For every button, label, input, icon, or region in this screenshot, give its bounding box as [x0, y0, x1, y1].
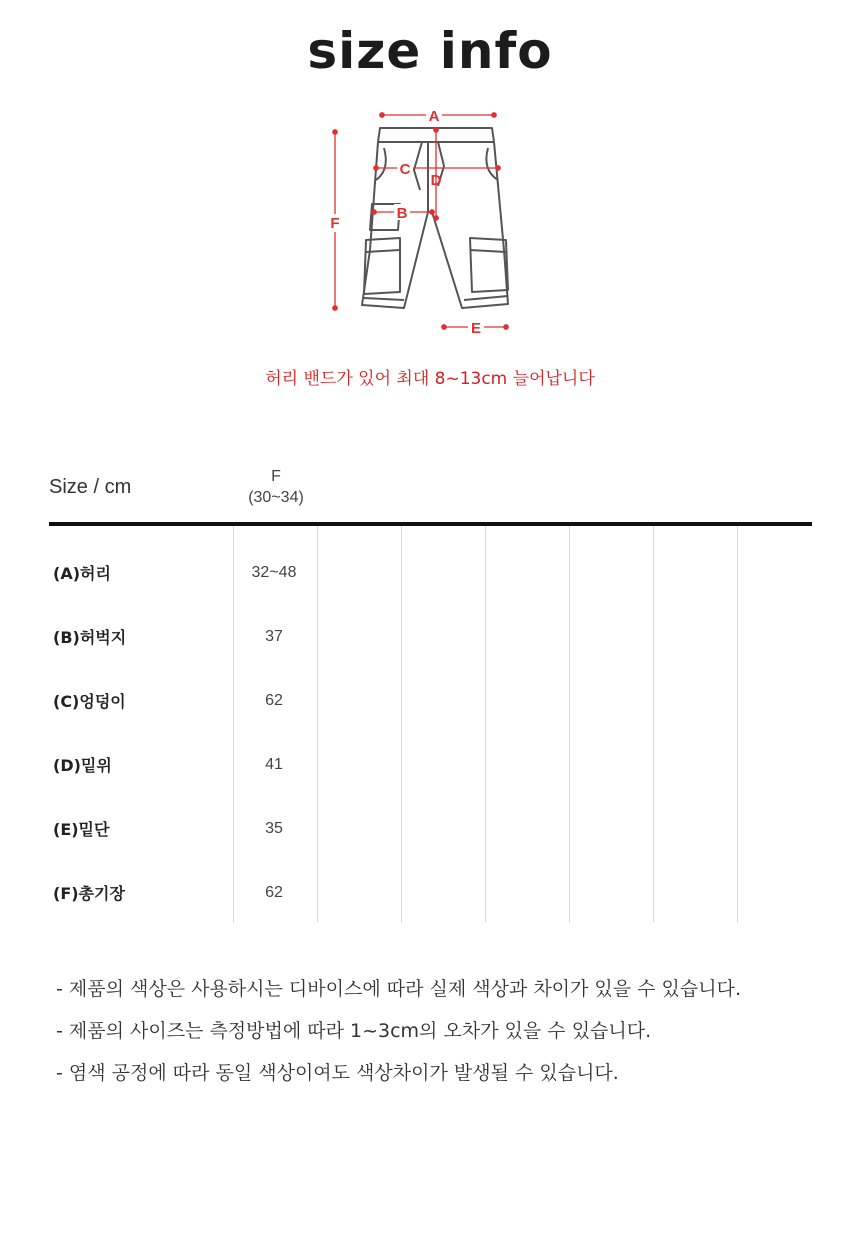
row-value: 62: [265, 884, 283, 901]
disclaimer-note: - 염색 공정에 따라 동일 색상이여도 색상차이가 발생될 수 있습니다.: [56, 1062, 619, 1084]
column-divider: [317, 526, 318, 922]
column-divider: [737, 526, 738, 922]
label-f: F: [330, 215, 340, 232]
column-divider: [485, 526, 486, 922]
row-label: (C)엉덩이: [53, 692, 126, 711]
column-divider: [569, 526, 570, 922]
table-header-rule: [49, 522, 812, 526]
row-value: 41: [265, 756, 283, 773]
label-b: B: [396, 205, 408, 222]
label-c: C: [399, 161, 411, 178]
pants-diagram: [310, 100, 540, 350]
size-column-name: F: [271, 468, 281, 485]
label-d: D: [430, 172, 442, 189]
size-column-range: (30~34): [248, 489, 304, 506]
label-e: E: [470, 320, 482, 337]
row-value: 37: [265, 628, 283, 645]
column-divider: [233, 526, 234, 922]
row-value: 35: [265, 820, 283, 837]
column-divider: [653, 526, 654, 922]
disclaimer-note: - 제품의 색상은 사용하시는 디바이스에 따라 실제 색상과 차이가 있을 수 있습니다.: [56, 978, 742, 1000]
row-label: (A)허리: [53, 564, 111, 583]
disclaimer-notes: [56, 974, 741, 1100]
page-title: size info: [307, 22, 553, 80]
row-value: 62: [265, 692, 283, 709]
row-label: (B)허벅지: [53, 628, 127, 647]
label-a: A: [428, 108, 440, 125]
disclaimer-note: - 제품의 사이즈는 측정방법에 따라 1~3cm의 오차가 있을 수 있습니다.: [56, 1020, 652, 1042]
row-label: (E)밑단: [53, 820, 110, 839]
size-unit-header: Size / cm: [49, 476, 132, 498]
row-label: (F)총기장: [53, 884, 125, 903]
column-divider: [401, 526, 402, 922]
row-value: 32~48: [251, 564, 297, 581]
waistband-note: 허리 밴드가 있어 최대 8~13cm 늘어납니다: [265, 369, 595, 389]
size-column-header: [234, 466, 318, 508]
row-label: (D)밑위: [53, 756, 112, 775]
